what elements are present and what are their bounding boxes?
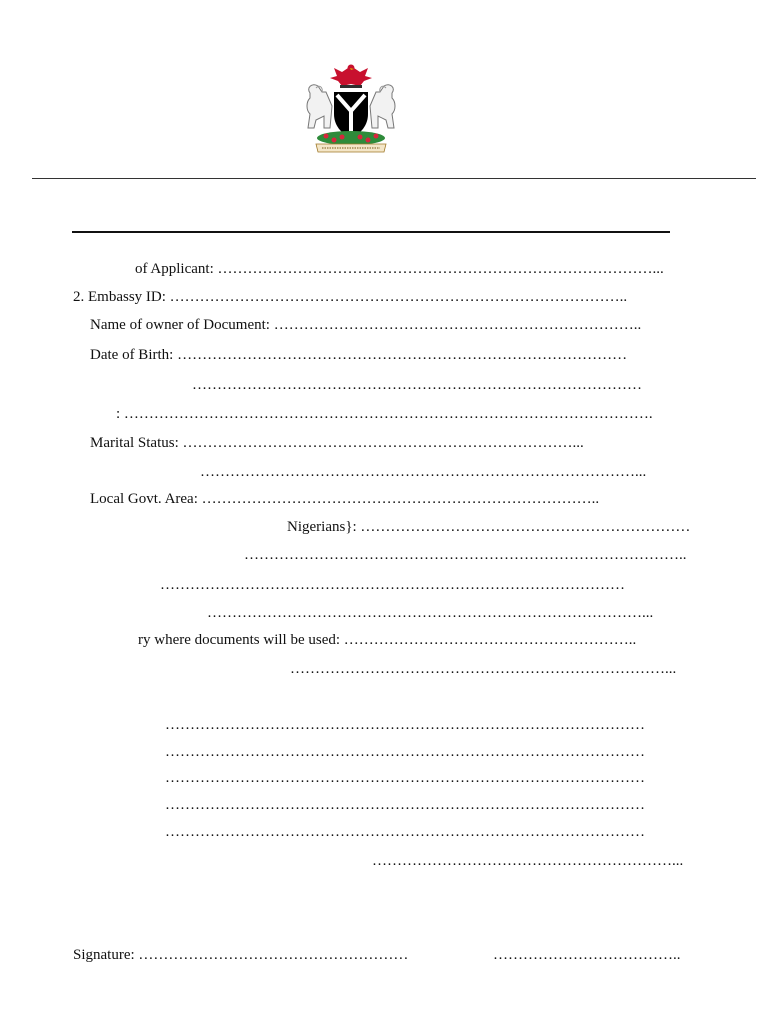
flower-base-icon — [317, 131, 385, 145]
date-field: ……………………………….. — [493, 947, 681, 963]
header-divider — [32, 178, 756, 179]
blank-line: …………………………………………………………………………………… — [165, 824, 645, 840]
blank-line: ……………………………………………………... — [372, 853, 684, 869]
blank-line: ………………………………………………………………………………… — [160, 577, 625, 593]
blank-line: …………………………………………………………………... — [290, 661, 677, 677]
blank-line: ……………………………………………………………………………... — [207, 605, 654, 621]
blank-line: …………………………………………………………………………………… — [165, 770, 645, 786]
title-underline — [72, 231, 670, 233]
blank-line: ……………………………………………………………………………… — [192, 377, 642, 393]
blank-line: : ……………………………………………………………………………………………. — [116, 406, 653, 422]
right-horse-icon — [370, 85, 395, 128]
date-of-birth-field: Date of Birth: ……………………………………………………………………………… — [90, 347, 628, 363]
local-govt-area-field: Local Govt. Area: …………………………………………………………………….. — [90, 491, 600, 507]
blank-line: …………………………………………………………………………………… — [165, 717, 645, 733]
country-of-use-field: ry where documents will be used: ………………………………………………….. — [138, 632, 637, 648]
marital-status-field: Marital Status: ……………………………………………………………………... — [90, 435, 584, 451]
applicant-field: of Applicant: ……………………………………………………………………………... — [135, 261, 664, 277]
coat-of-arms-emblem — [290, 58, 412, 158]
blank-line: …………………………………………………………………………………… — [165, 744, 645, 760]
embassy-id-field: 2. Embassy ID: ……………………………………………………………………………….. — [73, 289, 628, 305]
eagle-icon — [330, 65, 372, 89]
document-owner-field: Name of owner of Document: ……………………………………………………………….. — [90, 317, 642, 333]
signature-field: Signature: ……………………………………………… — [73, 947, 409, 963]
blank-line: …………………………………………………………………………………… — [165, 797, 645, 813]
blank-line: …………………………………………………………………………….. — [244, 547, 687, 563]
blank-line: ……………………………………………………………………………... — [200, 464, 647, 480]
left-horse-icon — [307, 85, 332, 128]
nigerians-field: Nigerians}: ………………………………………………………… — [287, 519, 691, 535]
motto-ribbon — [316, 144, 386, 152]
